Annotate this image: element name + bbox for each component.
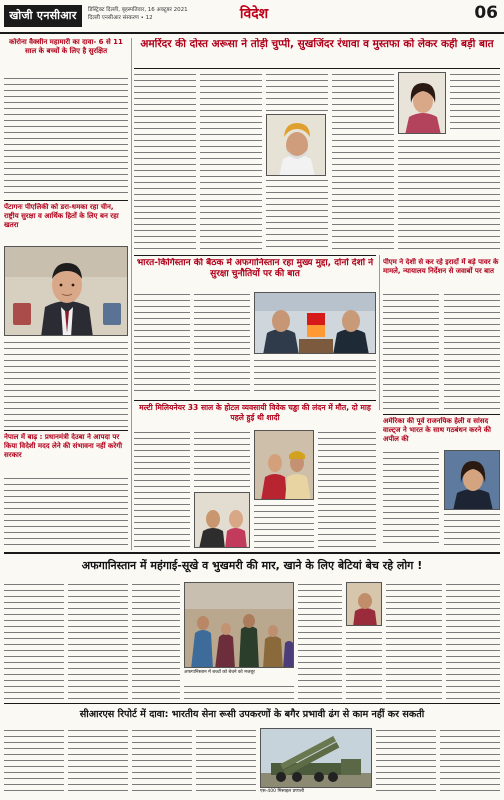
body-text-lines: [196, 728, 256, 796]
pm-body-col-1: [383, 292, 439, 410]
body-text-lines: [194, 430, 250, 490]
london-body-col-4: [318, 430, 376, 548]
lead-body-col-5a: [450, 72, 500, 134]
newspaper-logo: खोजी एनसीआर: [4, 5, 82, 27]
s400-missile-photo: [260, 728, 372, 788]
afghan-body-col-4: [298, 582, 342, 700]
afghan-body-col-2: [68, 582, 128, 700]
arusa-photo: [398, 72, 446, 134]
london-body-col-3: [254, 503, 314, 548]
body-text-lines: [266, 178, 328, 252]
us-headline-block: [383, 417, 500, 447]
crs-body-col-6: [440, 728, 500, 796]
body-text-lines: [254, 358, 376, 396]
body-text-lines: [386, 582, 442, 700]
body-text-lines: [376, 728, 436, 796]
body-text-lines: [68, 728, 128, 796]
lead-body-col-4: [332, 72, 394, 252]
dateline-edition: दिल्ली एनसीआर संस्करण • 12: [88, 15, 153, 21]
london-headline: मल्टी मिलियनेयर 33 साल के होटल व्यवसायी विवेक चड्ढा की लंदन में मौत, दो माह पहले हुई थी शादी: [139, 403, 371, 422]
crs-body-col-3: [132, 728, 192, 796]
crs-body-col-5: [376, 728, 436, 796]
body-text-lines: [4, 728, 64, 796]
left-top-headline: कोरोना वैक्सीन महामारी का दावा- 6 से 11 साल के बच्चों के लिए है सुरक्षित: [9, 38, 123, 55]
body-text-lines: [254, 503, 314, 548]
xi-story-headline-block: [4, 203, 128, 243]
body-text-lines: [194, 292, 250, 396]
afghan-body-col-5: [346, 630, 382, 700]
lead-body-col-2: [200, 72, 262, 252]
afghan-body-col-7: [446, 582, 500, 700]
lead-body-col-1: [134, 72, 196, 252]
dateline-date: डिस्ट्रिक्ट दिल्ली, बृहस्पतिवार, 16 अक्टूबर 2021: [88, 7, 188, 13]
body-text-lines: [132, 728, 192, 796]
nepal-story-headline-block: [4, 433, 128, 473]
nikki-haley-photo: [444, 450, 500, 510]
us-headline: अमेरिका की पूर्व राजनयिक हेली व सांसद वाल्ट्ज ने भारत के साथ गठबंधन करने की अपील की: [383, 417, 491, 443]
crs-headline-block: [4, 706, 500, 724]
masthead: [0, 0, 504, 34]
body-text-lines: [450, 72, 500, 134]
body-text-lines: [383, 292, 439, 410]
afghan-body-col-1: [4, 582, 64, 700]
vivek-chadha-photo: [194, 492, 250, 548]
body-text-lines: [383, 450, 439, 548]
pm-headline-block: [383, 258, 500, 288]
body-text-lines: [4, 476, 128, 548]
afghan-body-col-3: [132, 582, 180, 700]
lead-body-col-3b: [266, 178, 328, 252]
left-top-headline-block: [4, 38, 128, 74]
xi-story-body: [4, 340, 128, 428]
lead-body-col-3: [266, 72, 328, 112]
pm-body-col-2: [444, 292, 500, 410]
pm-headline: पीएम ने देशी से कर रहे इरादों में बड़े पावर के मामले, न्यायालय निर्देशन से जवाबों पर बात: [383, 258, 499, 275]
body-text-lines: [200, 72, 262, 252]
lead-headline: अमरिंदर की दोस्त अरूसा ने तोड़ी चुप्पी, सुखजिंदर रंधावा व मुस्तफा को लेकर कही बड़ी बात: [140, 38, 494, 50]
crs-body-col-1: [4, 728, 64, 796]
body-text-lines: [134, 292, 190, 396]
afghan-families-photo: [184, 582, 294, 668]
us-body-col-1: [383, 450, 439, 548]
body-text-lines: [332, 72, 394, 252]
body-text-lines: [68, 582, 128, 700]
lead-headline-block: [134, 38, 500, 66]
body-text-lines: [318, 430, 376, 548]
xi-story-headline: पेंटागनः पीएलिकी को डरा-धमका रहा चीन, राष्ट्रीय सुरक्षा व आर्थिक हितों के लिए बन रहा खतरा: [4, 203, 119, 229]
afghan-headline: अफगानिस्तान में महंगाई-सूखे व भुखमरी की मार, खाने के लिए बेटियां बेच रहे लोग !: [81, 559, 423, 572]
crs-body-col-4: [196, 728, 256, 796]
amarinder-photo: [266, 114, 326, 176]
jaishankar-meeting-photo: [254, 292, 376, 354]
body-text-lines: [444, 512, 500, 548]
london-body-col-2: [194, 430, 250, 490]
body-text-lines: [134, 430, 190, 548]
body-text-lines: [440, 728, 500, 796]
body-text-lines: [446, 582, 500, 700]
body-text-lines: [298, 582, 342, 700]
missile-photo-caption: एस-400 मिसाइल प्रणाली: [260, 789, 305, 794]
london-body-col-1: [134, 430, 190, 548]
section-title: विदेश: [239, 6, 269, 22]
us-body-col-2: [444, 512, 500, 548]
body-text-lines: [134, 72, 196, 252]
afghan-body-col-8: [184, 684, 294, 700]
body-text-lines: [346, 630, 382, 700]
crs-body-col-2: [68, 728, 128, 796]
body-text-lines: [398, 138, 500, 252]
body-text-lines: [4, 340, 128, 428]
nepal-story-body: [4, 476, 128, 548]
page-number: 06: [474, 3, 498, 23]
kyrgyz-body-col-3: [254, 358, 376, 396]
kyrgyz-headline-block: [134, 258, 376, 288]
kyrgyz-headline: भारत-किर्गिस्तान की बैठक में अफगानिस्तान रहा मुख्य मुद्दा, दोनों देशों ने सुरक्षा चुनौतियों पर की बात: [136, 258, 374, 279]
body-text-lines: [444, 292, 500, 410]
left-top-body: [4, 76, 128, 198]
afghan-body-col-6: [386, 582, 442, 700]
body-text-lines: [184, 684, 294, 700]
london-wedding-photo: [254, 430, 314, 500]
nepal-story-headline: नेपाल में बाढ़ : प्रधानमंत्री देउबा ने आपदा पर किया विदेशी मदद लेने की संभावना नहीं करेगी सरकार: [4, 433, 123, 459]
body-text-lines: [4, 582, 64, 700]
afghan-photo-caption: अफगानिस्तान में बच्चों को बेचने को मजबूर: [184, 670, 255, 675]
lead-body-col-5: [398, 138, 500, 252]
kyrgyz-body-col-2: [194, 292, 250, 396]
london-headline-block: [134, 403, 376, 427]
body-text-lines: [132, 582, 180, 700]
afghan-child-photo: [346, 582, 382, 626]
kyrgyz-body-col-1: [134, 292, 190, 396]
afghan-headline-block: [4, 557, 500, 577]
xi-jinping-photo: [4, 246, 128, 336]
body-text-lines: [266, 72, 328, 112]
crs-headline: सीआरएस रिपोर्ट में दावा: भारतीय सेना रूसी उपकरणों के बगैर प्रभावी ढंग से काम नहीं कर सकती: [79, 709, 425, 720]
body-text-lines: [4, 76, 128, 198]
